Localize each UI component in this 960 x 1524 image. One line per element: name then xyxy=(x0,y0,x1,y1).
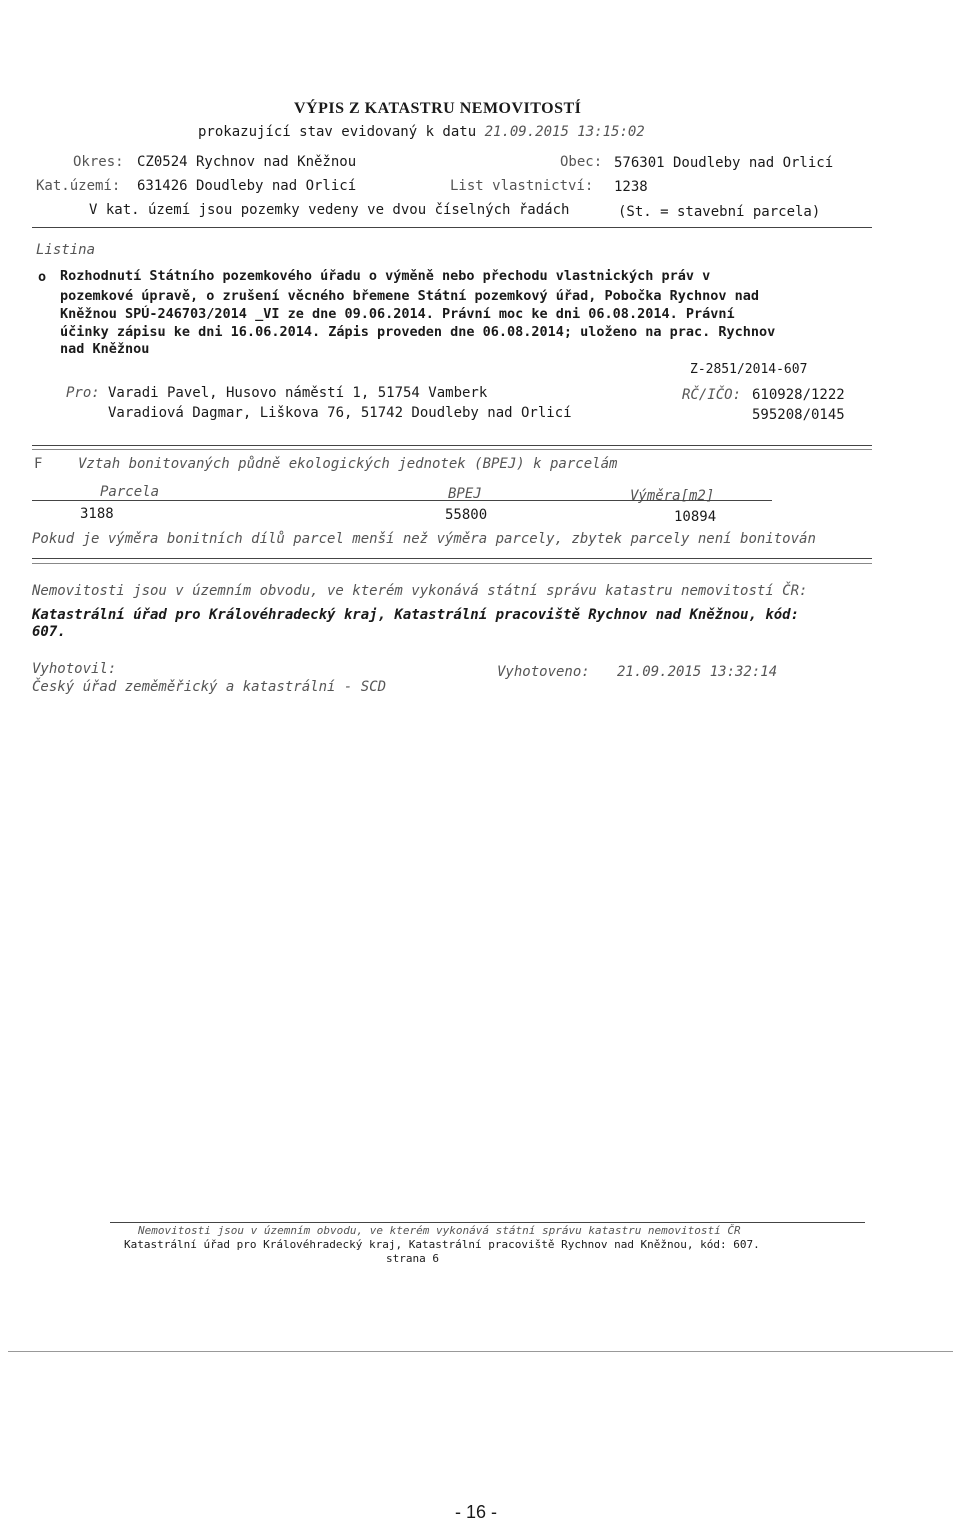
rc-value-2: 595208/0145 xyxy=(752,407,845,423)
section-f-bottom-divider-2 xyxy=(32,563,872,564)
reference-number: Z-2851/2014-607 xyxy=(690,362,808,377)
table-cell-bpej: 55800 xyxy=(445,507,488,523)
table-header-divider xyxy=(32,500,772,501)
katuzemi-value: 631426 Doudleby nad Orlicí xyxy=(137,178,357,194)
header-divider xyxy=(32,227,872,228)
document-title: VÝPIS Z KATASTRU NEMOVITOSTÍ xyxy=(294,100,582,117)
nemovitosti-line-3: 607. xyxy=(32,624,66,640)
listina-line-5: nad Kněžnou xyxy=(60,341,150,357)
table-cell-parcela: 3188 xyxy=(80,506,114,522)
bonita-note: Pokud je výměra bonitních dílů parcel menší než výměra parcely, zbytek parcely není bonitován xyxy=(32,531,816,547)
table-cell-vymera: 10894 xyxy=(674,509,717,525)
section-f-top-divider-2 xyxy=(32,449,872,450)
okres-label: Okres: xyxy=(73,154,124,170)
listina-bullet: o xyxy=(38,269,47,285)
listina-label: Listina xyxy=(36,242,96,258)
vyhotoveno-label: Vyhotoveno: xyxy=(497,664,590,680)
pro-owner-2: Varadiová Dagmar, Liškova 76, 51742 Doudleby nad Orlicí xyxy=(108,405,572,421)
obec-value: 576301 Doudleby nad Orlicí xyxy=(614,155,834,171)
okres-value: CZ0524 Rychnov nad Kněžnou xyxy=(137,154,357,170)
section-f-bottom-divider xyxy=(32,558,872,559)
listina-line-2: pozemkové úpravě, o zrušení věcného břemene Státní pozemkový úřad, Pobočka Rychnov nad xyxy=(60,288,759,304)
nemovitosti-line-1: Nemovitosti jsou v územním obvodu, ve kterém vykonává státní správu katastru nemovitostí ČR: xyxy=(32,583,808,599)
col-header-parcela: Parcela xyxy=(100,484,160,500)
vkat-text: V kat. území jsou pozemky vedeny ve dvou číselných řadách xyxy=(89,202,570,218)
footer-line-2: Katastrální úřad pro Královéhradecký kraj, Katastrální pracoviště Rychnov nad Kněžnou, kód: 607. xyxy=(124,1238,760,1251)
page-number: - 16 - xyxy=(455,1502,498,1522)
lv-label: List vlastnictví: xyxy=(450,178,594,194)
footer-page: strana 6 xyxy=(386,1252,439,1265)
section-f-title: Vztah bonitovaných půdně ekologických jednotek (BPEJ) k parcelám xyxy=(78,456,618,472)
col-header-vymera: Výměra[m2] xyxy=(630,488,715,504)
vyhotovil-label: Vyhotovil: xyxy=(32,661,117,677)
footer-divider xyxy=(110,1222,865,1223)
page-bottom-divider xyxy=(8,1351,953,1352)
footer-line-1: Nemovitosti jsou v územním obvodu, ve kterém vykonává státní správu katastru nemovitostí ČR xyxy=(138,1224,741,1237)
obec-label: Obec: xyxy=(560,154,603,170)
vyhotovil-value: Český úřad zeměměřický a katastrální - SCD xyxy=(32,679,387,695)
rc-value-1: 610928/1222 xyxy=(752,387,845,403)
katuzemi-label: Kat.území: xyxy=(36,178,121,194)
col-header-bpej: BPEJ xyxy=(448,486,482,502)
st-note: (St. = stavební parcela) xyxy=(618,204,821,220)
subtitle-date: 21.09.2015 13:15:02 xyxy=(484,124,645,140)
section-f-top-divider xyxy=(32,445,872,446)
subtitle-prefix: prokazující stav evidovaný k datu xyxy=(198,124,477,140)
listina-line-4: účinky zápisu ke dni 16.06.2014. Zápis proveden dne 06.08.2014; uloženo na prac. Rychnov xyxy=(60,324,776,340)
pro-label: Pro: xyxy=(66,385,100,401)
section-f-letter: F xyxy=(34,456,43,472)
nemovitosti-line-2: Katastrální úřad pro Královéhradecký kraj, Katastrální pracoviště Rychnov nad Kněžnou, kód: xyxy=(32,607,800,623)
rc-label: RČ/IČO: xyxy=(682,387,742,403)
listina-line-1: Rozhodnutí Státního pozemkového úřadu o výměně nebo přechodu vlastnických práv v xyxy=(60,268,711,284)
lv-value: 1238 xyxy=(614,179,648,195)
listina-line-3: Kněžnou SPÚ-246703/2014 _VI ze dne 09.06.2014. Právní moc ke dni 06.08.2014. Právní xyxy=(60,306,735,322)
vyhotoveno-value: 21.09.2015 13:32:14 xyxy=(617,664,778,680)
pro-owner-1: Varadi Pavel, Husovo náměstí 1, 51754 Vamberk xyxy=(108,385,488,401)
document-subtitle xyxy=(198,124,645,140)
